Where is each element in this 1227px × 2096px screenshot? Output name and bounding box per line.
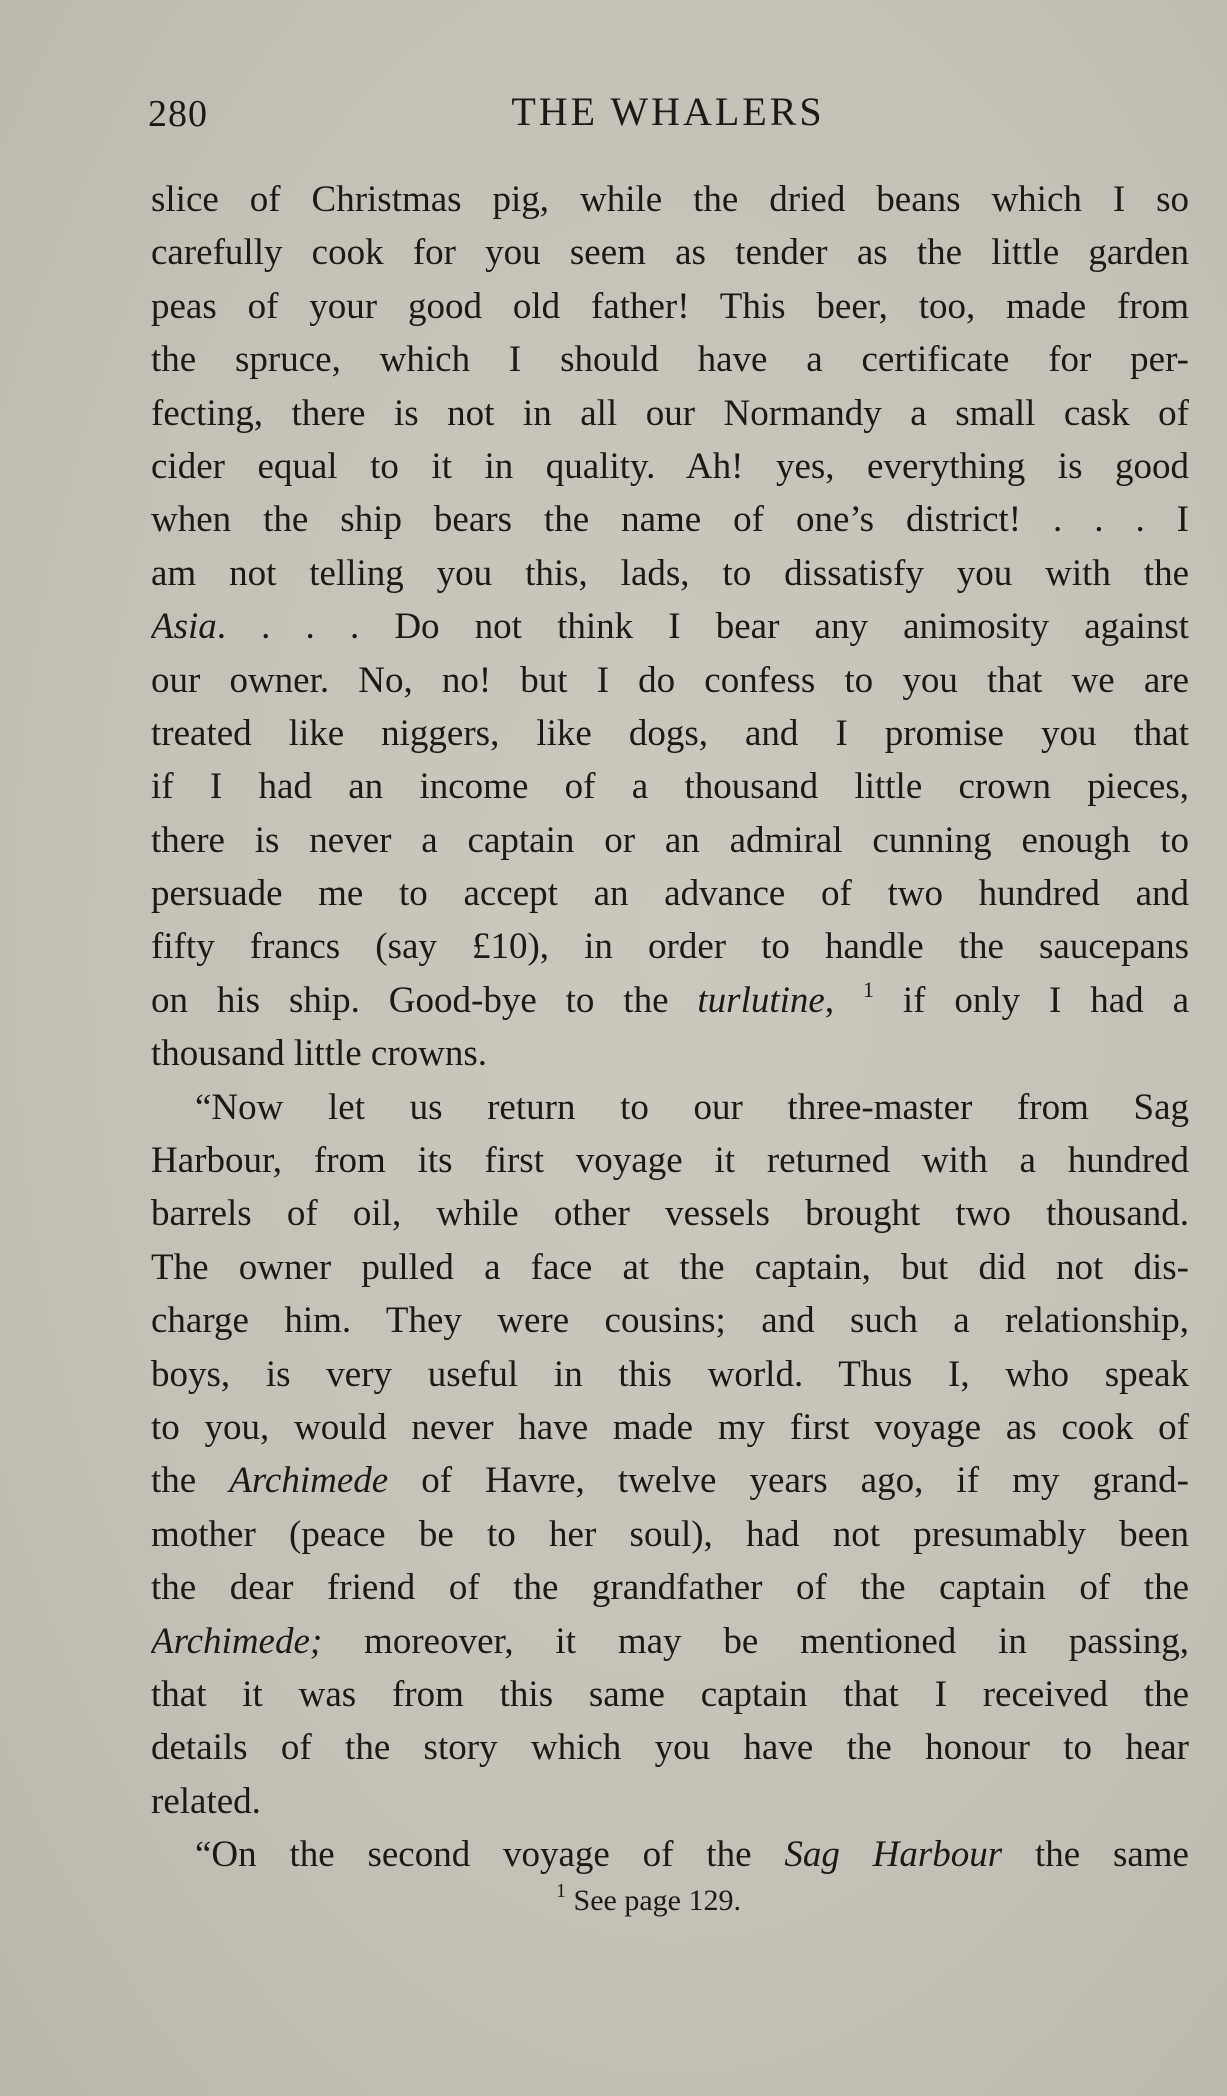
line-text: . . . . Do not think I bear any animosity against	[216, 606, 1189, 648]
text-line: persuade me to accept an advance of two hundred and	[151, 873, 1189, 915]
text-line: the spruce, which I should have a certificate for per-	[151, 339, 1189, 381]
text-line	[151, 1828, 1189, 1881]
line-text: moreover, it may be mentioned in passing,	[322, 1620, 1189, 1662]
text-line: treated like niggers, like dogs, and I promise you that	[151, 712, 1189, 754]
text-line	[151, 974, 1189, 1027]
footnote-text: See page 129.	[573, 1884, 741, 1917]
text-line: The owner pulled a face at the captain, but did not dis-	[151, 1246, 1189, 1288]
body-text	[151, 173, 1189, 1882]
text-line: slice of Christmas pig, while the dried beans which I so	[151, 179, 1189, 220]
footnote-marker: 1	[556, 1880, 567, 1902]
text-line: to you, would never have made my first voyage as cook of	[151, 1406, 1189, 1448]
text-line: fecting, there is not in all our Normandy a small cask of	[151, 392, 1189, 434]
text-line: that it was from this same captain that I received the	[151, 1673, 1189, 1715]
italic-text: Archimede;	[151, 1620, 323, 1662]
italic-text: Asia	[151, 606, 217, 648]
text-line: our owner. No, no! but I do confess to you that we are	[151, 659, 1189, 701]
line-text: the	[151, 1460, 230, 1502]
text-line: related.	[151, 1780, 261, 1822]
text-line: Harbour, from its first voyage it returned with a hundred	[151, 1140, 1189, 1182]
text-line: mother (peace be to her soul), had not presumably been	[151, 1513, 1189, 1555]
line-text: on his ship. Good-bye to the	[151, 979, 698, 1021]
text-line: details of the story which you have the honour to hear	[151, 1727, 1189, 1769]
text-line: boys, is very useful in this world. Thus I, who speak	[151, 1353, 1189, 1395]
italic-text: Archimede	[229, 1460, 389, 1502]
page-number: 280	[148, 93, 208, 135]
text-line: “Now let us return to our three-master from Sag	[195, 1086, 1189, 1128]
text-line: peas of your good old father! This beer, too, made from	[151, 285, 1189, 327]
text-line: charge him. They were cousins; and such a relationship,	[151, 1300, 1189, 1342]
line-text: of Havre, twelve years ago, if my grand-	[388, 1460, 1189, 1502]
line-text: ,	[824, 979, 863, 1021]
text-line: fifty francs (say £10), in order to handle the saucepans	[151, 926, 1189, 968]
text-line: carefully cook for you seem as tender as the little garden	[151, 232, 1189, 274]
footnote	[0, 1880, 1227, 1918]
text-line: the dear friend of the grandfather of the captain of the	[151, 1567, 1189, 1609]
line-text: the same	[1002, 1834, 1189, 1876]
text-line: cider equal to it in quality. Ah! yes, everything is good	[151, 445, 1189, 487]
text-line: barrels of oil, while other vessels brought two thousand.	[151, 1193, 1189, 1235]
italic-text: turlutine	[697, 979, 825, 1021]
text-line	[151, 1454, 1189, 1507]
text-line: thousand little crowns.	[151, 1033, 488, 1075]
page-header	[148, 84, 1188, 144]
line-text: “On the second voyage of the	[195, 1834, 785, 1876]
line-text: if only I had a	[874, 979, 1189, 1021]
running-head: THE WHALERS	[511, 89, 825, 134]
text-line: if I had an income of a thousand little crown pieces,	[151, 766, 1189, 808]
footnote-ref[interactable]: 1	[863, 976, 874, 1002]
italic-text: Sag Harbour	[784, 1834, 1003, 1876]
text-line: when the ship bears the name of one’s district! . . . I	[151, 499, 1189, 541]
text-line	[151, 1615, 1189, 1668]
text-line: there is never a captain or an admiral cunning enough to	[151, 819, 1189, 861]
text-line: am not telling you this, lads, to dissatisfy you with the	[151, 552, 1189, 594]
text-line	[151, 600, 1189, 653]
